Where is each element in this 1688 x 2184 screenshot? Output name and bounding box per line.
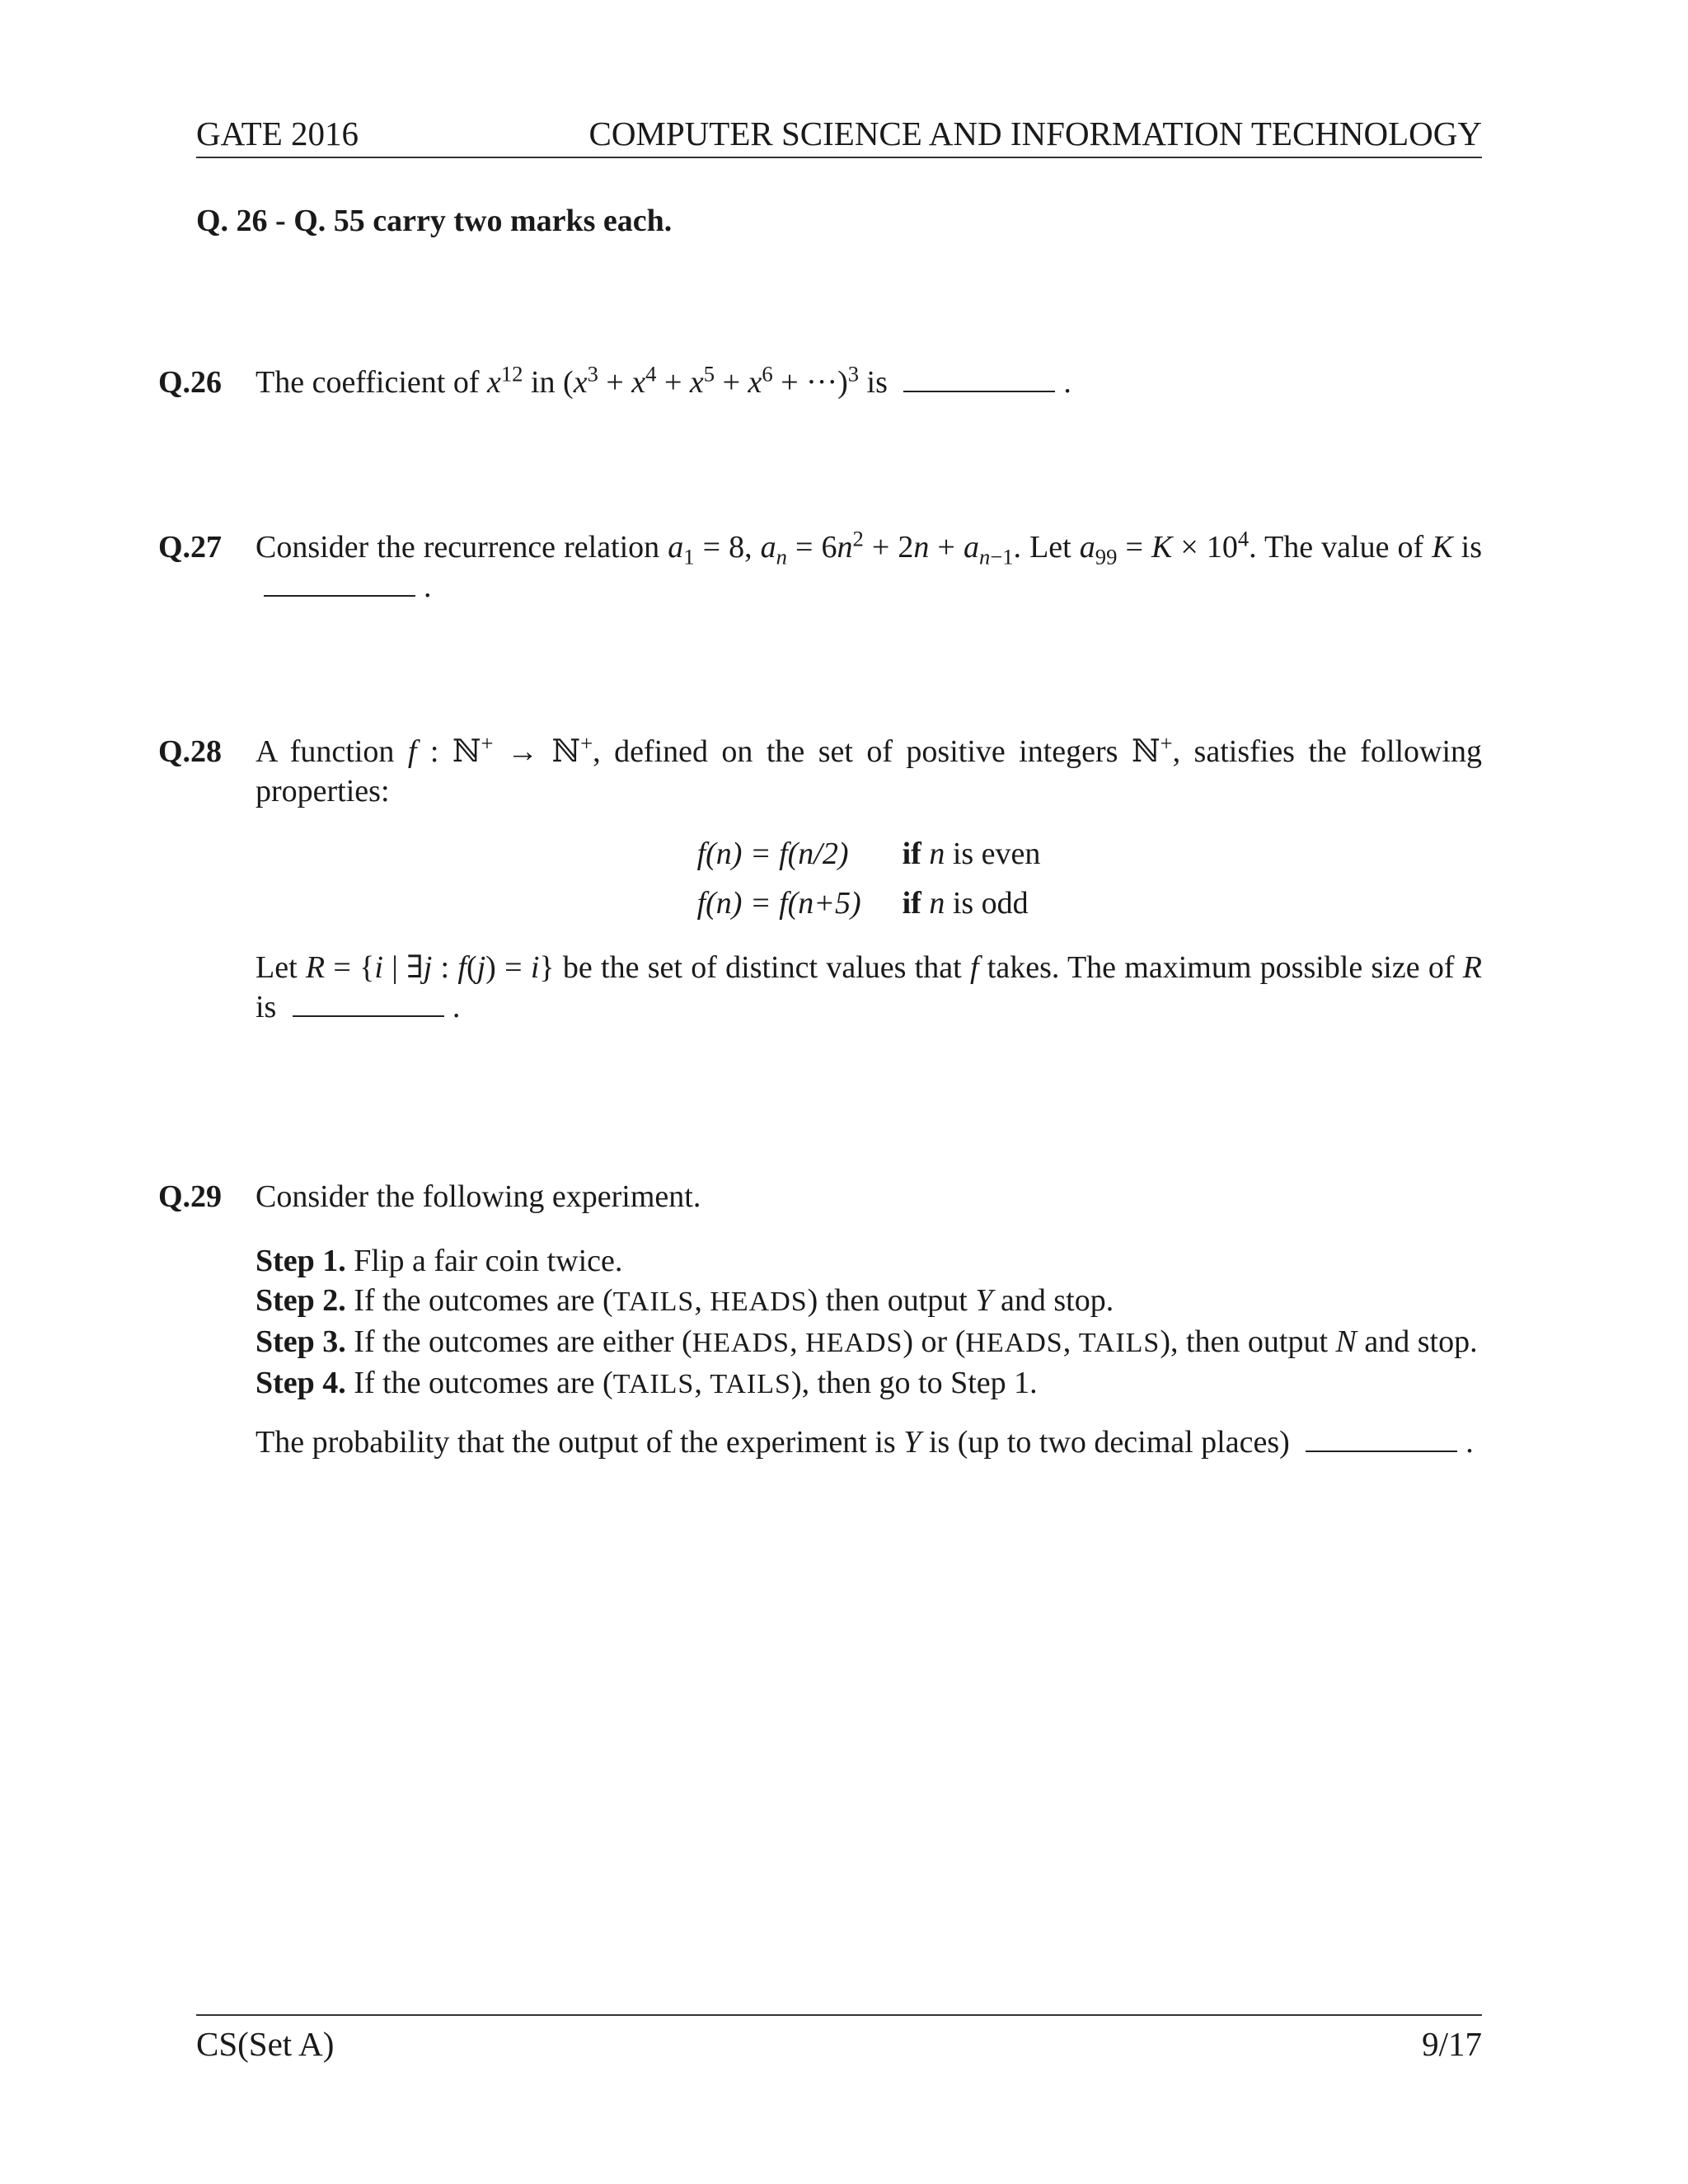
question-number: Q.28 (158, 734, 223, 769)
question-body: The coefficient of $x^{12}$ in $(x^3 + x^4 + x^5 + x^6 + \cdot\cdot\cdot)^3$ is . (256, 361, 1071, 400)
footer-set-label: CS(Set A) (196, 2025, 335, 2063)
function-definition: f(n) = f(n/2) if n is even f(n) = f(n+5) if n is odd (256, 829, 1482, 928)
answer-blank[interactable] (903, 366, 1055, 392)
question-number: Q.29 (158, 1179, 223, 1214)
question-27 (158, 527, 1482, 607)
step-4: Step 4. If the outcomes are (TAILS, TAILS), then go to Step 1. (256, 1366, 1038, 1400)
step-1: Step 1. Flip a fair coin twice. (256, 1244, 623, 1278)
question-26 (158, 363, 1482, 402)
header-rule (196, 157, 1482, 158)
section-marks-note: Q. 26 - Q. 55 carry two marks each. (196, 204, 673, 238)
header-subject: COMPUTER SCIENCE AND INFORMATION TECHNOLOGY (588, 115, 1482, 152)
answer-blank[interactable] (293, 991, 444, 1017)
step-2: Step 2. If the outcomes are (TAILS, HEADS) then output Y and stop. (256, 1283, 1114, 1318)
question-body: Consider the following experiment. Step 1. Flip a fair coin twice. Step 2. If the outcomes are (TAILS, HEADS) then output Y and stop. Step 3. If the outcomes are either (HEADS, HEADS) or (HEADS, TAILS), then output N and stop. Step 4. If the outcomes are (TAILS, TAILS), then go to Step 1. The probability that the output of the experiment is Y is (up to two decimal places) . (256, 1177, 1482, 1462)
question-number: Q.27 (158, 530, 223, 565)
equation-odd: f(n) = f(n+5) (696, 886, 861, 921)
question-body: Consider the recurrence relation $a_1 = 8$, $a_n = 6n^2 + 2n + a_{n-1}$. Let $a_{99} = K \times 10^4$. The value of K is . (256, 526, 1483, 604)
answer-blank[interactable] (264, 570, 415, 597)
probability-question: The probability that the output of the experiment is Y is (up to two decimal places) . (256, 1425, 1474, 1460)
header-exam-name: GATE 2016 (196, 115, 359, 152)
question-29 (158, 1177, 1482, 1462)
equation-even: f(n) = f(n/2) (696, 837, 849, 871)
question-number: Q.26 (158, 365, 223, 400)
question-28 (158, 732, 1482, 1027)
answer-blank[interactable] (1306, 1426, 1457, 1452)
footer-page-number: 9/17 (1422, 2025, 1482, 2063)
footer-rule (196, 2014, 1482, 2016)
step-3: Step 3. If the outcomes are either (HEADS, HEADS) or (HEADS, TAILS), then output N and stop. (256, 1324, 1478, 1359)
question-body: A function f : ℕ+ → ℕ+, defined on the set of positive integers ℕ+, satisfies the following properties: f(n) = f(n/2) if n is even f(n) = f(n+5) if n is odd Let R = {i | ∃j : f(j) = i} be the set of distinct values that f takes. The maximum possible size of R is . (256, 730, 1483, 1024)
